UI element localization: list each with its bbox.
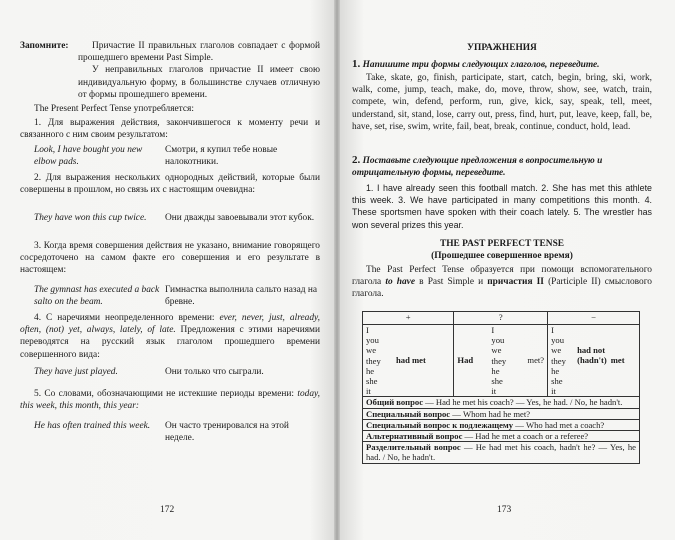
pronoun: you	[491, 335, 505, 346]
task-1-verbs: Take, skate, go, finish, participate, start, catch, begin, bring, ski, work, walk, come, jump, teach, make, do, move, throw, show, see, watch, train, compete, win, defend, perform, run, give, kick, say, speak, tell, meet, understand, sit, stand, lose, carry out, press, find, hurt, put, leave, keep, fall, be, have, set, rise, swim, write, fail, beat, break, continue, conduct, hold, lead.	[352, 73, 652, 132]
example-5-en: He has often trained this week.	[34, 421, 151, 431]
alternative-question-row	[363, 431, 640, 442]
example-4	[34, 366, 320, 378]
past-perfect-title: THE PAST PERFECT TENSE	[439, 239, 565, 249]
example-2-ru: Они дважды завоевывали этот кубок.	[165, 213, 315, 223]
tag-question-text: — He had met his coach, hadn't he? — Yes, he had. / No, he hadn't.	[366, 442, 636, 463]
left-page-number: 172	[160, 505, 175, 515]
usage-point-5	[20, 388, 320, 412]
q-had: Had	[457, 355, 474, 365]
example-1-en: Look, I have bought you new elbow pads.	[34, 145, 143, 168]
usage-point-3: 3. Когда время совершения действия не указано, внимание говорящего сосредоточено на самом факте его совершения и его результате в настоящем:	[20, 241, 320, 276]
pronoun: she	[366, 376, 378, 387]
general-question-text: — Had he met his coach? — Yes, he had. / No, he hadn't.	[425, 397, 623, 408]
task-2-number: 2.	[352, 154, 361, 166]
exercises-title: УПРАЖНЕНИЯ	[467, 43, 537, 53]
example-3	[34, 284, 320, 308]
pronoun: they	[491, 355, 507, 366]
general-question-row	[363, 397, 640, 408]
neg-had-not: had not	[577, 345, 606, 355]
remember-text-1: Причастие II правильных глаголов совпадает с формой прошедшего времени Past Simple.	[78, 41, 320, 64]
usage-heading-tail: употребляется:	[133, 104, 194, 114]
pronoun: he	[551, 365, 560, 376]
pronoun: it	[491, 386, 497, 397]
pronoun: we	[491, 345, 502, 356]
example-3-ru: Гимнастка выполнила сальто назад на бревне.	[165, 285, 318, 308]
grammar-table	[362, 311, 640, 464]
tag-question-row	[363, 442, 640, 463]
pronoun: we	[551, 345, 562, 356]
task-1-heading	[352, 58, 652, 71]
pronoun: she	[551, 376, 563, 387]
pronoun: I	[551, 325, 554, 335]
usage-heading	[20, 103, 320, 115]
pronoun: I	[491, 325, 495, 335]
usage-heading-tense: The Present Perfect Tense	[34, 104, 132, 114]
aff-verb: had met	[396, 355, 426, 365]
pronoun: they	[366, 355, 381, 366]
example-1-ru: Смотри, я купил тебе новые налокотники.	[165, 145, 278, 168]
example-4-en: They have just played.	[34, 367, 118, 377]
usage-point-2: 2. Для выражения нескольких однородных действий, которые были совершены в прошлом, но связь их с настоящим очевидна:	[20, 173, 320, 196]
aff-pronouns	[366, 325, 396, 396]
alternative-question-label: Альтернативный вопрос	[366, 431, 463, 442]
example-2	[34, 212, 320, 224]
pronoun: it	[366, 386, 371, 397]
book-gutter	[334, 0, 340, 540]
remember-label: Запомните:	[20, 41, 69, 51]
pronoun: you	[366, 335, 379, 346]
neg-met: met	[610, 355, 625, 365]
right-page-number: 173	[497, 505, 512, 515]
remember-block	[20, 40, 320, 101]
task-1-number: 1.	[352, 58, 361, 70]
example-4-ru: Они только что сыграли.	[165, 367, 264, 377]
negative-cell	[548, 325, 640, 397]
usage-point-5-words: today, this week, this month, this year:	[20, 389, 321, 412]
pp-participle: причастия II	[487, 277, 544, 288]
remember-text-2: У неправильных глаголов причастие II имеет свою индивидуальную форму, в большинстве случаев отличную от формы прошедшего времени.	[78, 65, 320, 100]
subject-question-label: Специальный вопрос к подлежащему	[366, 419, 514, 430]
table-header-row	[363, 312, 640, 325]
neg-verb	[577, 325, 607, 396]
usage-point-1: 1. Для выражения действия, закончившегося к моменту речи и связанного с ним своим результатом:	[20, 118, 320, 141]
past-perfect-subtitle: (Прошедшее совершенное время)	[431, 251, 573, 261]
usage-point-5-a: 5. Со словами, обозначающими не истекшие периоды времени:	[34, 389, 295, 399]
example-5	[34, 420, 320, 444]
usage-point-4-a: 4. С наречиями неопределенного времени:	[34, 313, 215, 323]
pronoun: she	[491, 376, 503, 387]
special-question-row	[363, 408, 640, 419]
neg-pronouns	[551, 325, 577, 396]
pronoun: it	[551, 386, 556, 397]
grammar-table-wrap	[362, 311, 640, 464]
past-perfect-intro	[352, 264, 652, 301]
task-2-heading	[352, 154, 652, 179]
special-question-text: — Whom had he met?	[452, 408, 531, 419]
pp-intro-c: (Participle II) смыслового глагола.	[352, 277, 652, 300]
example-3-en: The gymnast has executed a back salto on the beam.	[34, 285, 160, 308]
header-affirmative: +	[363, 312, 454, 325]
forms-row	[363, 325, 640, 397]
general-question-label: Общий вопрос	[366, 397, 424, 408]
task-2-sentences: 1. I have already seen this football match. 2. She has met this athlete this week. 3. We have participated in many competitions this month. 4. These sportsmen have spoken with their coach lately. 5. The wrestler has won several prizes this year.	[352, 183, 652, 230]
task-1-title: Напишите три формы следующих глаголов, переведите.	[362, 60, 600, 70]
pp-intro-b: в Past Simple и	[419, 277, 484, 288]
subject-question-row	[363, 419, 640, 430]
pp-intro-a: The Past Perfect Tense образуется при помощи вспомогательного глагола	[352, 265, 652, 288]
header-negative: −	[548, 312, 640, 325]
question-cell	[454, 325, 548, 397]
q-pronouns	[491, 325, 527, 396]
usage-point-4	[20, 312, 320, 361]
special-question-label: Специальный вопрос	[366, 408, 451, 419]
tag-question-label: Разделительный вопрос	[366, 442, 461, 453]
pp-to-have: to have	[385, 277, 416, 288]
usage-point-4-adverbs: ever, never, just, already, often, (not) yet, always, lately, of late.	[20, 313, 321, 336]
pronoun: you	[551, 335, 564, 346]
alternative-question-text: — Had he met a coach or a referee?	[464, 431, 589, 442]
example-1	[34, 144, 320, 168]
pronoun: he	[491, 365, 500, 376]
example-5-ru: Он часто тренировался на этой неделе.	[165, 421, 289, 444]
affirmative-cell	[363, 325, 454, 397]
header-question: ?	[454, 312, 548, 325]
q-met: met?	[527, 355, 545, 365]
pronoun: we	[366, 345, 377, 356]
subject-question-text: — Who had met a coach?	[515, 419, 605, 430]
neg-hadnt: (hadn't)	[577, 355, 607, 366]
usage-point-4-b: Предложения с этими наречиями переводятся на русский язык глаголом прошедшего времени совершенного вида:	[20, 325, 321, 360]
pronoun: they	[551, 355, 566, 366]
pronoun: I	[366, 325, 369, 335]
pronoun: he	[366, 365, 375, 376]
task-2-title: Поставьте следующие предложения в вопросительную и отрицательную формы, переведите.	[352, 156, 603, 179]
example-2-en: They have won this cup twice.	[34, 213, 147, 223]
